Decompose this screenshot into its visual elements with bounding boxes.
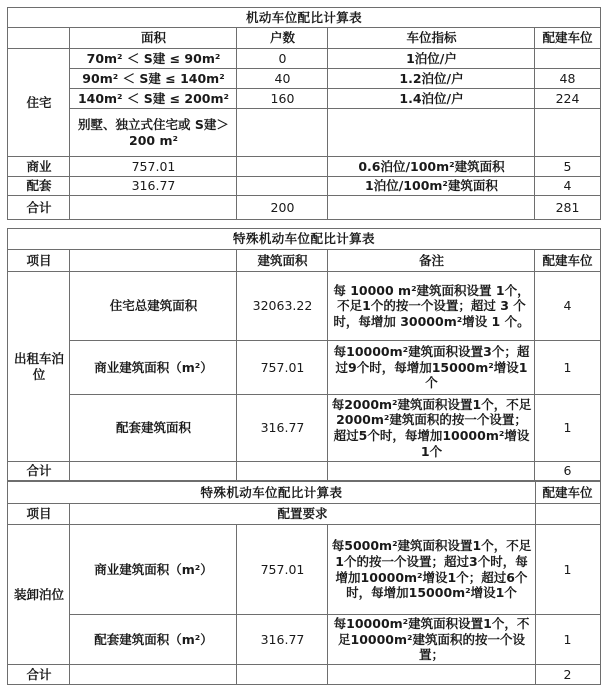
table2-total-provided: 6 [535, 462, 600, 481]
table1-commercial-households [237, 157, 328, 177]
table1-header-provided: 配建车位 [535, 28, 600, 49]
table1-supporting-provided: 4 [535, 177, 600, 196]
table1-r4-area: 别墅、独立式住宅或 S建＞200 m² [70, 109, 237, 157]
table-row [8, 615, 600, 665]
table3-header-row [8, 504, 600, 525]
table1-r2-area: 90m² ＜ S建 ≤ 140m² [70, 69, 237, 89]
table1-r4-households [237, 109, 328, 157]
table2-title: 特殊机动车位配比计算表 [8, 229, 600, 250]
table1-title: 机动车位配比计算表 [8, 8, 600, 28]
table2-r2-subject: 商业建筑面积（m²） [70, 341, 237, 395]
table3-total-remark [328, 664, 535, 684]
table3-r2-provided: 1 [535, 615, 600, 665]
table-special-vehicle-parking-taxi [7, 228, 600, 481]
table3-r2-floor-area: 316.77 [237, 615, 328, 665]
table2-r3-provided: 1 [535, 395, 600, 462]
table3-total-label: 合计 [8, 664, 70, 684]
table-row [8, 341, 600, 395]
table2-title-row [8, 229, 600, 250]
table1-r1-provided [535, 49, 600, 69]
table3-header-item: 项目 [8, 504, 70, 525]
table1-total-label: 合计 [8, 196, 70, 220]
table2-r3-floor-area: 316.77 [237, 395, 328, 462]
table1-r2-index: 1.2泊位/户 [328, 69, 535, 89]
table3-total-subject [70, 664, 237, 684]
table1-total-provided: 281 [535, 196, 600, 220]
table2-r2-floor-area: 757.01 [237, 341, 328, 395]
table1-r3-index: 1.4泊位/户 [328, 89, 535, 109]
table2-header-item: 项目 [8, 250, 70, 272]
table3-title: 特殊机动车位配比计算表 [8, 482, 535, 504]
table2-total-label: 合计 [8, 462, 70, 481]
table2-total-subject [70, 462, 237, 481]
table1-r2-households: 40 [237, 69, 328, 89]
table-row [8, 109, 600, 157]
table1-r1-households: 0 [237, 49, 328, 69]
table3-r1-provided: 1 [535, 525, 600, 615]
table1-title-row [8, 8, 600, 28]
table1-supporting-area: 316.77 [70, 177, 237, 196]
table2-r2-provided: 1 [535, 341, 600, 395]
table1-header-row [8, 28, 600, 49]
table2-header-remark: 备注 [328, 250, 535, 272]
table-row [8, 69, 600, 89]
table1-r4-index [328, 109, 535, 157]
table3-title-row [8, 482, 600, 504]
table2-r1-floor-area: 32063.22 [237, 272, 328, 341]
table3-group-loading-berth: 装卸泊位 [8, 525, 70, 665]
table1-total-households: 200 [237, 196, 328, 220]
table-row [8, 272, 600, 341]
table3-header-provided: 配建车位 [535, 482, 600, 504]
table3-r2-remark: 每10000m²建筑面积设置1个，不足10000m²建筑面积的按一个设置； [328, 615, 535, 665]
table1-commercial-provided: 5 [535, 157, 600, 177]
table2-r3-subject: 配套建筑面积 [70, 395, 237, 462]
table1-header-index: 车位指标 [328, 28, 535, 49]
table-vehicle-parking-ratio [7, 7, 600, 220]
table1-table2-gap [0, 220, 608, 228]
table1-r2-provided: 48 [535, 69, 600, 89]
table1-supporting-index: 1泊位/100m²建筑面积 [328, 177, 535, 196]
table2-r1-provided: 4 [535, 272, 600, 341]
table1-supporting-households [237, 177, 328, 196]
table2-r1-subject: 住宅总建筑面积 [70, 272, 237, 341]
table2-header-floor-area: 建筑面积 [237, 250, 328, 272]
table1-r3-provided: 224 [535, 89, 600, 109]
table2-header-row [8, 250, 600, 272]
table1-r3-area: 140m² ＜ S建 ≤ 200m² [70, 89, 237, 109]
table1-commercial-area: 757.01 [70, 157, 237, 177]
table2-header-provided: 配建车位 [535, 250, 600, 272]
table-row [8, 395, 600, 462]
table1-r1-index: 1泊位/户 [328, 49, 535, 69]
table1-header-blank [8, 28, 70, 49]
table2-r1-remark: 每 10000 m²建筑面积设置 1个，不足1个的按一个设置；超过 3 个时，每增加 30000m²增设 1 个。 [328, 272, 535, 341]
table3-r1-subject: 商业建筑面积（m²） [70, 525, 237, 615]
table2-group-taxi-berth: 出租车泊位 [8, 272, 70, 462]
table-row [8, 525, 600, 615]
table3-r1-floor-area: 757.01 [237, 525, 328, 615]
table1-total-area [70, 196, 237, 220]
table2-total-remark [328, 462, 535, 481]
table-row [8, 157, 600, 177]
table2-r3-remark: 每2000m²建筑面积设置1个，不足2000m²建筑面积的按一个设置；超过5个时，每增加10000m²增设1个 [328, 395, 535, 462]
table3-header-provided-blank [535, 504, 600, 525]
table-special-vehicle-parking-loading [7, 481, 600, 685]
table3-total-row [8, 664, 600, 684]
table3-r1-remark: 每5000m²建筑面积设置1个，不足1个的按一个设置；超过3个时，每增加10000m²增设1个；超过6个时，每增加15000m²增设1个 [328, 525, 535, 615]
table3-total-provided: 2 [535, 664, 600, 684]
table2-total-floor-area [237, 462, 328, 481]
table-row [8, 177, 600, 196]
table1-group-residential: 住宅 [8, 49, 70, 157]
table1-header-households: 户数 [237, 28, 328, 49]
table1-commercial-index: 0.6泊位/100m²建筑面积 [328, 157, 535, 177]
table1-r4-provided [535, 109, 600, 157]
table-row [8, 89, 600, 109]
table1-row-commercial-label: 商业 [8, 157, 70, 177]
table3-total-floor-area [237, 664, 328, 684]
table2-header-subject [70, 250, 237, 272]
table1-row-supporting-label: 配套 [8, 177, 70, 196]
table2-r2-remark: 每10000m²建筑面积设置3个；超过9个时，每增加15000m²增设1个 [328, 341, 535, 395]
table1-r3-households: 160 [237, 89, 328, 109]
table1-r1-area: 70m² ＜ S建 ≤ 90m² [70, 49, 237, 69]
table3-r2-subject: 配套建筑面积（m²） [70, 615, 237, 665]
top-margin [0, 0, 608, 7]
table2-total-row [8, 462, 600, 481]
table1-total-index [328, 196, 535, 220]
table1-total-row [8, 196, 600, 220]
table1-header-area: 面积 [70, 28, 237, 49]
table-row [8, 49, 600, 69]
table3-header-requirement: 配置要求 [70, 504, 535, 525]
